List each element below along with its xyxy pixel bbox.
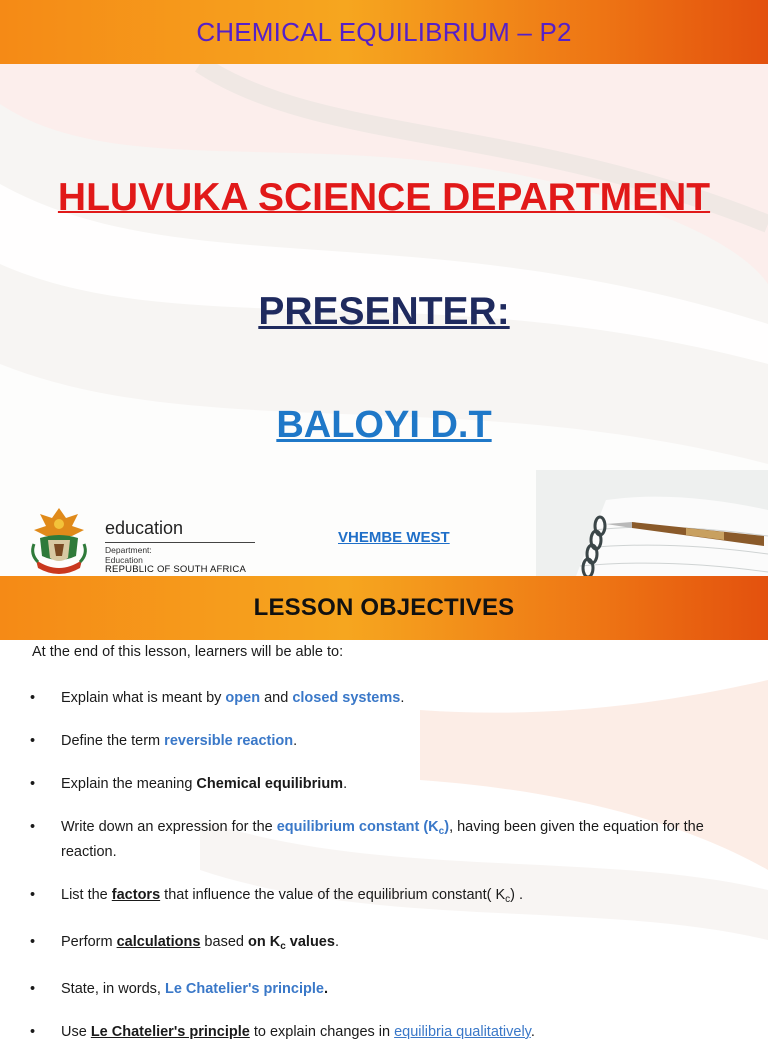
keyword-equilibrium-constant — [277, 819, 449, 835]
keyword-kc-values — [248, 934, 335, 950]
bullet-icon: • — [30, 981, 36, 997]
keyword-text: ) — [444, 819, 450, 835]
list-item — [30, 774, 740, 795]
objective-text: Define the term — [61, 733, 165, 749]
objective-text: based — [200, 934, 248, 950]
presentation-title: CHEMICAL EQUILIBRIUM – P2 — [196, 16, 572, 47]
bullet-icon: • — [30, 819, 36, 835]
logo-line-education: Education — [105, 555, 143, 565]
logo-country: REPUBLIC OF SOUTH AFRICA — [105, 564, 246, 575]
objectives-banner — [0, 576, 768, 640]
notebook-pen-image — [536, 470, 768, 576]
keyword-chemical-equilibrium: Chemical equilibrium — [196, 776, 344, 792]
subscript: c — [505, 894, 511, 905]
keyword-factors: factors — [111, 887, 161, 903]
list-item — [30, 979, 740, 1000]
keyword-reversible-reaction: reversible reaction — [164, 733, 294, 749]
objective-text: . — [334, 934, 339, 950]
objective-text: . — [293, 733, 298, 749]
keyword-text: values — [285, 934, 335, 950]
subscript: c — [438, 826, 445, 837]
logo-education-word: education — [105, 518, 184, 538]
objective-text: State, in words, — [61, 981, 165, 997]
logo-department-text — [105, 545, 152, 565]
bullet-icon: • — [30, 776, 36, 792]
education-logo — [20, 494, 266, 576]
objective-text: Explain what is meant by — [61, 690, 226, 706]
objective-text: . — [400, 690, 405, 706]
logo-line-department: Department: — [105, 545, 152, 555]
presenter-label: PRESENTER: — [258, 290, 510, 333]
objectives-slide — [0, 576, 768, 1040]
logo-divider — [105, 542, 255, 543]
list-item — [30, 688, 740, 709]
objective-text: , having been given the equation for the reaction. — [61, 819, 704, 860]
bullet-icon: • — [30, 1024, 36, 1040]
objective-text: that influence the value of the equilibrium constant( K — [160, 887, 506, 903]
list-item — [30, 885, 740, 910]
list-item — [30, 731, 740, 752]
objective-text: Write down an expression for the — [61, 819, 277, 835]
objectives-list — [30, 688, 740, 1043]
keyword-equilibria-qualitatively: equilibria qualitatively — [394, 1024, 531, 1040]
district-link[interactable]: VHEMBE WEST — [338, 529, 450, 546]
coat-of-arms-icon — [26, 504, 92, 576]
subscript: c — [280, 941, 286, 952]
keyword-le-chatelier: Le Chatelier's principle — [164, 981, 324, 997]
department-heading: HLUVUKA SCIENCE DEPARTMENT — [57, 176, 711, 219]
objective-text: ) . — [510, 887, 524, 903]
objective-text: to explain changes in — [249, 1024, 395, 1040]
keyword-text: on K — [247, 934, 281, 950]
objective-text: Explain the meaning — [61, 776, 197, 792]
objectives-title: LESSON OBJECTIVES — [253, 594, 515, 621]
bullet-icon: • — [30, 887, 36, 903]
list-item — [30, 817, 740, 863]
bullet-icon: • — [30, 690, 36, 706]
keyword-closed-systems: closed systems — [292, 690, 401, 706]
objective-text: . — [343, 776, 348, 792]
list-item — [30, 932, 740, 957]
objective-text: . — [530, 1024, 535, 1040]
intro-text: At the end of this lesson, learners will be able to: — [32, 644, 344, 660]
bullet-icon: • — [30, 934, 36, 950]
keyword-le-chatelier-principle: Le Chatelier's principle — [90, 1024, 250, 1040]
objective-text: Use — [61, 1024, 91, 1040]
objective-text: . — [323, 981, 328, 997]
keyword-text: equilibrium constant (K — [276, 819, 439, 835]
objective-text: Perform — [61, 934, 117, 950]
objective-text: and — [260, 690, 293, 706]
bullet-icon: • — [30, 733, 36, 749]
title-banner — [0, 0, 768, 64]
keyword-calculations: calculations — [116, 934, 201, 950]
objective-text: List the — [61, 887, 112, 903]
keyword-open: open — [225, 690, 261, 706]
presenter-name: BALOYI D.T — [276, 404, 492, 446]
list-item — [30, 1022, 740, 1043]
